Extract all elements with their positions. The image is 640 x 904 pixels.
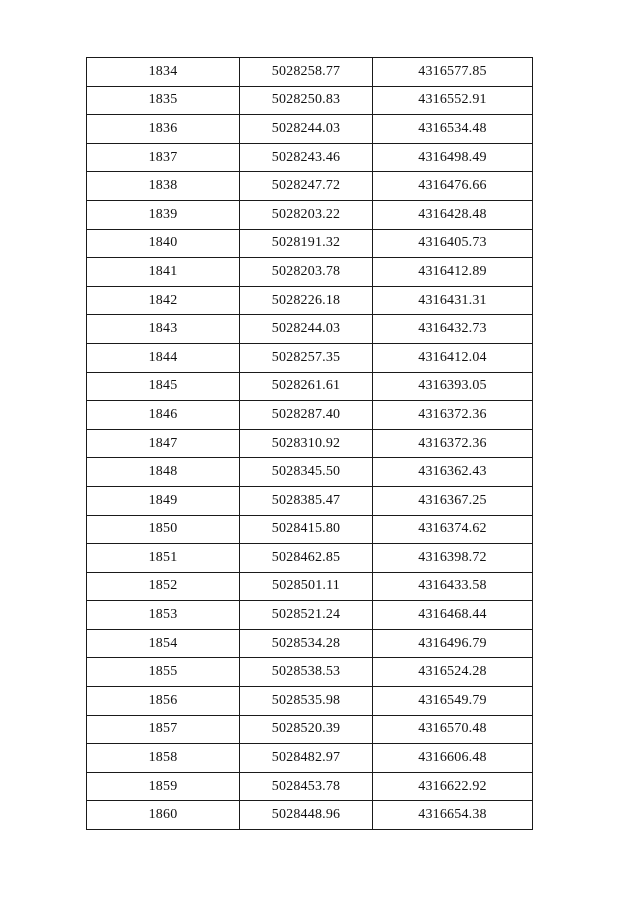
point-number-cell: 1844: [87, 343, 240, 372]
point-number-cell: 1846: [87, 401, 240, 430]
table-row: [87, 372, 533, 401]
point-number-cell: 1858: [87, 744, 240, 773]
y-coordinate-cell: 4316577.85: [373, 58, 533, 87]
x-coordinate-cell: 5028415.80: [240, 515, 373, 544]
table-row: [87, 115, 533, 144]
table-row: [87, 772, 533, 801]
point-number-cell: 1834: [87, 58, 240, 87]
table-row: [87, 687, 533, 716]
table-row: [87, 544, 533, 573]
y-coordinate-cell: 4316372.36: [373, 429, 533, 458]
table-row: [87, 486, 533, 515]
x-coordinate-cell: 5028501.11: [240, 572, 373, 601]
point-number-cell: 1843: [87, 315, 240, 344]
table-row: [87, 515, 533, 544]
point-number-cell: 1854: [87, 629, 240, 658]
point-number-cell: 1857: [87, 715, 240, 744]
table-row: [87, 229, 533, 258]
x-coordinate-cell: 5028520.39: [240, 715, 373, 744]
x-coordinate-cell: 5028385.47: [240, 486, 373, 515]
point-number-cell: 1853: [87, 601, 240, 630]
x-coordinate-cell: 5028203.22: [240, 200, 373, 229]
table-row: [87, 343, 533, 372]
x-coordinate-cell: 5028258.77: [240, 58, 373, 87]
point-number-cell: 1860: [87, 801, 240, 830]
x-coordinate-cell: 5028448.96: [240, 801, 373, 830]
table-row: [87, 58, 533, 87]
y-coordinate-cell: 4316549.79: [373, 687, 533, 716]
y-coordinate-cell: 4316524.28: [373, 658, 533, 687]
point-number-cell: 1840: [87, 229, 240, 258]
point-number-cell: 1847: [87, 429, 240, 458]
table-row: [87, 572, 533, 601]
y-coordinate-cell: 4316412.89: [373, 258, 533, 287]
y-coordinate-cell: 4316372.36: [373, 401, 533, 430]
point-number-cell: 1852: [87, 572, 240, 601]
x-coordinate-cell: 5028538.53: [240, 658, 373, 687]
y-coordinate-cell: 4316552.91: [373, 86, 533, 115]
point-number-cell: 1839: [87, 200, 240, 229]
coordinate-table: [86, 57, 533, 830]
y-coordinate-cell: 4316498.49: [373, 143, 533, 172]
x-coordinate-cell: 5028462.85: [240, 544, 373, 573]
y-coordinate-cell: 4316570.48: [373, 715, 533, 744]
x-coordinate-cell: 5028191.32: [240, 229, 373, 258]
table-row: [87, 601, 533, 630]
y-coordinate-cell: 4316496.79: [373, 629, 533, 658]
point-number-cell: 1859: [87, 772, 240, 801]
x-coordinate-cell: 5028226.18: [240, 286, 373, 315]
y-coordinate-cell: 4316428.48: [373, 200, 533, 229]
y-coordinate-cell: 4316534.48: [373, 115, 533, 144]
table-row: [87, 286, 533, 315]
point-number-cell: 1835: [87, 86, 240, 115]
x-coordinate-cell: 5028534.28: [240, 629, 373, 658]
y-coordinate-cell: 4316606.48: [373, 744, 533, 773]
point-number-cell: 1851: [87, 544, 240, 573]
table-row: [87, 429, 533, 458]
point-number-cell: 1836: [87, 115, 240, 144]
table-row: [87, 315, 533, 344]
x-coordinate-cell: 5028244.03: [240, 315, 373, 344]
point-number-cell: 1841: [87, 258, 240, 287]
y-coordinate-cell: 4316432.73: [373, 315, 533, 344]
table-row: [87, 658, 533, 687]
x-coordinate-cell: 5028521.24: [240, 601, 373, 630]
y-coordinate-cell: 4316393.05: [373, 372, 533, 401]
y-coordinate-cell: 4316362.43: [373, 458, 533, 487]
x-coordinate-cell: 5028250.83: [240, 86, 373, 115]
y-coordinate-cell: 4316654.38: [373, 801, 533, 830]
x-coordinate-cell: 5028310.92: [240, 429, 373, 458]
y-coordinate-cell: 4316476.66: [373, 172, 533, 201]
y-coordinate-cell: 4316433.58: [373, 572, 533, 601]
point-number-cell: 1845: [87, 372, 240, 401]
table-row: [87, 258, 533, 287]
y-coordinate-cell: 4316622.92: [373, 772, 533, 801]
table-row: [87, 715, 533, 744]
point-number-cell: 1837: [87, 143, 240, 172]
x-coordinate-cell: 5028345.50: [240, 458, 373, 487]
x-coordinate-cell: 5028535.98: [240, 687, 373, 716]
x-coordinate-cell: 5028203.78: [240, 258, 373, 287]
x-coordinate-cell: 5028287.40: [240, 401, 373, 430]
table-row: [87, 172, 533, 201]
table-row: [87, 801, 533, 830]
y-coordinate-cell: 4316431.31: [373, 286, 533, 315]
x-coordinate-cell: 5028243.46: [240, 143, 373, 172]
table-row: [87, 458, 533, 487]
y-coordinate-cell: 4316374.62: [373, 515, 533, 544]
x-coordinate-cell: 5028453.78: [240, 772, 373, 801]
point-number-cell: 1855: [87, 658, 240, 687]
y-coordinate-cell: 4316412.04: [373, 343, 533, 372]
y-coordinate-cell: 4316398.72: [373, 544, 533, 573]
point-number-cell: 1838: [87, 172, 240, 201]
point-number-cell: 1842: [87, 286, 240, 315]
point-number-cell: 1848: [87, 458, 240, 487]
table-row: [87, 744, 533, 773]
x-coordinate-cell: 5028482.97: [240, 744, 373, 773]
point-number-cell: 1850: [87, 515, 240, 544]
x-coordinate-cell: 5028244.03: [240, 115, 373, 144]
coordinate-table-body: [87, 58, 533, 830]
x-coordinate-cell: 5028257.35: [240, 343, 373, 372]
table-row: [87, 629, 533, 658]
x-coordinate-cell: 5028261.61: [240, 372, 373, 401]
table-row: [87, 200, 533, 229]
x-coordinate-cell: 5028247.72: [240, 172, 373, 201]
point-number-cell: 1849: [87, 486, 240, 515]
table-row: [87, 86, 533, 115]
table-row: [87, 401, 533, 430]
table-row: [87, 143, 533, 172]
y-coordinate-cell: 4316367.25: [373, 486, 533, 515]
point-number-cell: 1856: [87, 687, 240, 716]
y-coordinate-cell: 4316405.73: [373, 229, 533, 258]
y-coordinate-cell: 4316468.44: [373, 601, 533, 630]
